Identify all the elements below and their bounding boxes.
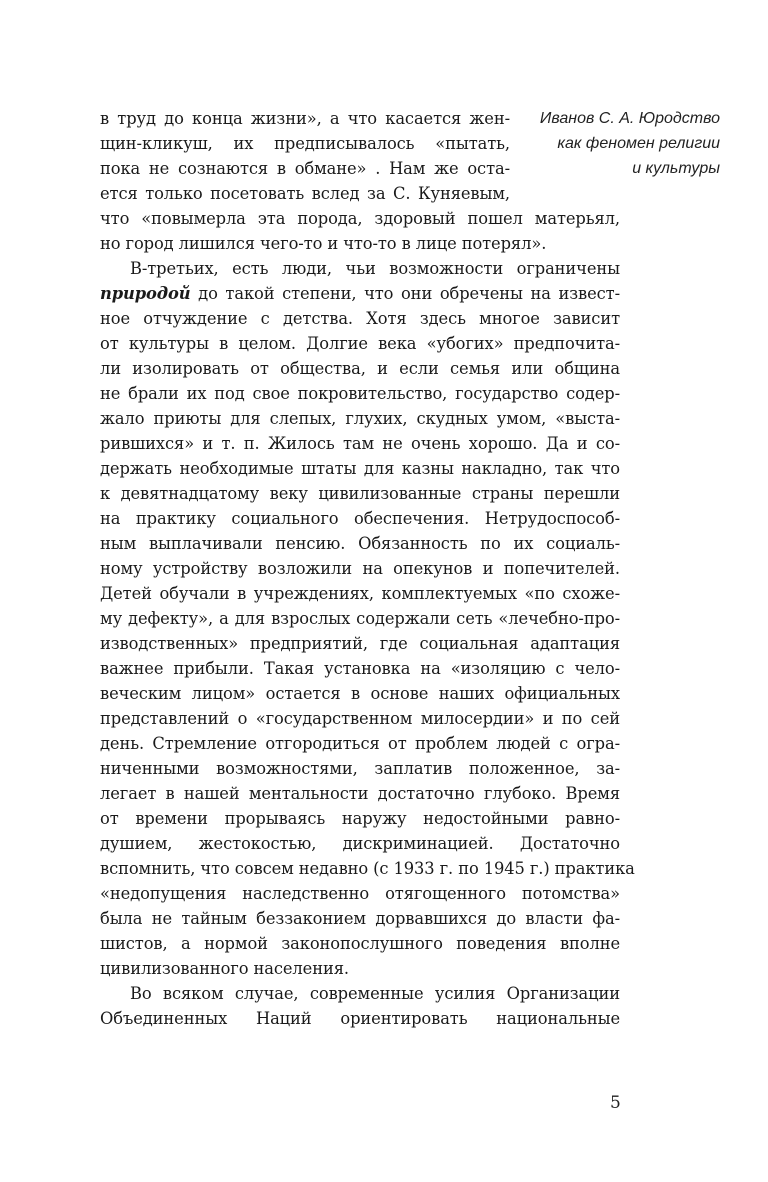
text-line: щин-кликуш, их предписывалось «пытать, <box>100 134 510 153</box>
text-line-rest: до такой степени, что они обречены на извест- <box>198 284 620 303</box>
emphasis-word: природой <box>100 284 191 303</box>
text-line: В-третьих, есть люди, чьи возможности ограничены <box>130 259 620 278</box>
text-line: Детей обучали в учреждениях, комплектуемых «по схоже- <box>100 584 620 603</box>
text-line: легает в нашей ментальности достаточно глубоко. Время <box>100 784 620 803</box>
text-line: на практику социального обеспечения. Нетрудоспособ- <box>100 509 620 528</box>
text-line: важнее прибыли. Такая установка на «изоляцию с чело- <box>100 659 620 678</box>
text-line: ется только посетовать вслед за С. Куняевым, <box>100 184 510 203</box>
text-line: изводственных» предприятий, где социальная адаптация <box>100 634 620 653</box>
text-line: ное отчуждение с детства. Хотя здесь многое зависит <box>100 309 620 328</box>
text-line: жало приюты для слепых, глухих, скудных умом, «выста- <box>100 409 620 428</box>
text-line: душием, жестокостью, дискриминацией. Достаточно <box>100 834 620 853</box>
margin-note-line: Иванов С. А. Юродство <box>539 110 720 127</box>
text-line: Во всяком случае, современные усилия Организации <box>130 984 620 1003</box>
text-line: цивилизованного населения. <box>100 959 349 978</box>
page-number: 5 <box>610 1093 621 1113</box>
text-line: веческим лицом» остается в основе наших официальных <box>100 684 620 703</box>
text-line: держать необходимые штаты для казны накладно, так что <box>100 459 620 478</box>
text-line <box>100 281 620 306</box>
text-line: ли изолировать от общества, и если семья или община <box>100 359 620 378</box>
text-line: ниченными возможностями, заплатив положенное, за- <box>100 759 620 778</box>
margin-note-line: как феномен религии <box>557 135 720 152</box>
text-line: шистов, а нормой законопослушного поведения вполне <box>100 934 620 953</box>
text-line: не брали их под свое покровительство, государство содер- <box>100 384 620 403</box>
text-line: к девятнадцатому веку цивилизованные страны перешли <box>100 484 620 503</box>
text-line: от культуры в целом. Долгие века «убогих» предпочита- <box>100 334 620 353</box>
text-line: му дефекту», а для взрослых содержали сеть «лечебно-про- <box>100 609 620 628</box>
margin-note <box>515 106 720 181</box>
text-line: но город лишился чего-то и что-то в лице потерял». <box>100 234 547 253</box>
text-line: «недопущения наследственно отягощенного потомства» <box>100 884 620 903</box>
text-line: Объединенных Наций ориентировать национальные <box>100 1009 620 1028</box>
text-line: была не тайным беззаконием дорвавшихся до власти фа- <box>100 909 620 928</box>
text-line: что «повымерла эта порода, здоровый пошел матерьял, <box>100 209 620 228</box>
text-line: день. Стремление отгородиться от проблем людей с огра- <box>100 734 620 753</box>
text-line: пока не сознаются в обмане» . Нам же оста- <box>100 159 510 178</box>
text-line: в труд до конца жизни», а что касается жен- <box>100 109 510 128</box>
text-line: ным выплачивали пенсию. Обязанность по их социаль- <box>100 534 620 553</box>
text-line: представлений о «государственном милосердии» и по сей <box>100 709 620 728</box>
text-line: ному устройству возложили на опекунов и попечителей. <box>100 559 620 578</box>
text-line: от времени прорываясь наружу недостойными равно- <box>100 809 620 828</box>
margin-note-line: и культуры <box>632 160 720 177</box>
text-line: вспомнить, что совсем недавно (с 1933 г. по 1945 г.) практика <box>100 859 635 878</box>
text-line: рившихся» и т. п. Жилось там не очень хорошо. Да и со- <box>100 434 620 453</box>
